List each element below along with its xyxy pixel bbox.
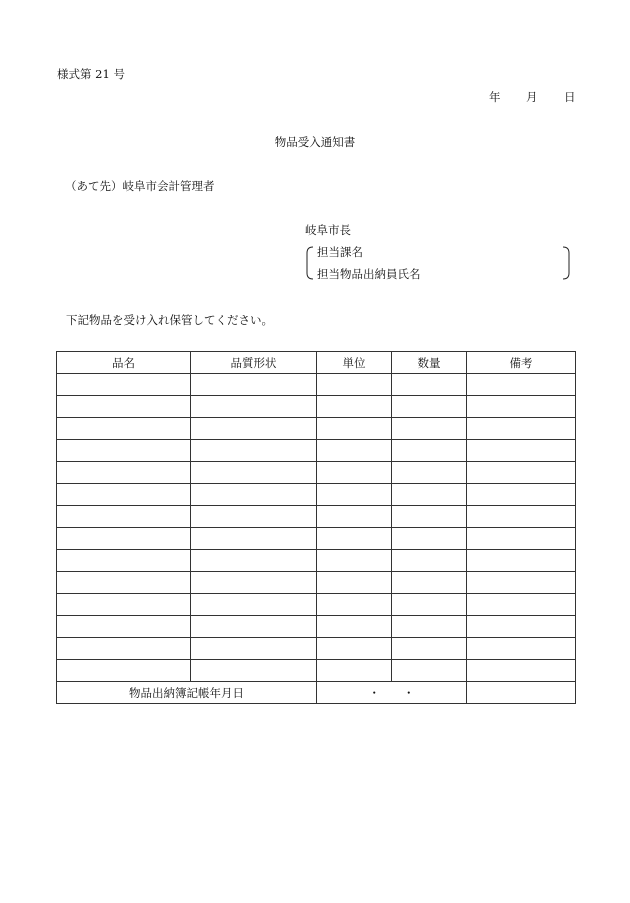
table-footer-row: [57, 682, 576, 704]
ledger-date-label: 物品出納簿記帳年月日: [57, 682, 317, 704]
cell-unit[interactable]: [317, 638, 392, 660]
cell-remarks[interactable]: [467, 484, 576, 506]
header-quantity: 数量: [392, 352, 467, 374]
cell-quality-shape[interactable]: [191, 594, 317, 616]
cell-quantity[interactable]: [392, 418, 467, 440]
cell-quality-shape[interactable]: [191, 440, 317, 462]
cell-unit[interactable]: [317, 550, 392, 572]
cell-quality-shape[interactable]: [191, 484, 317, 506]
cell-remarks[interactable]: [467, 506, 576, 528]
cell-unit[interactable]: [317, 572, 392, 594]
cell-remarks[interactable]: [467, 462, 576, 484]
cell-quantity[interactable]: [392, 594, 467, 616]
addressee: （あて先）岐阜市会計管理者: [65, 179, 215, 193]
cell-quantity[interactable]: [392, 462, 467, 484]
table-row: [57, 660, 576, 682]
cell-quality-shape[interactable]: [191, 396, 317, 418]
cell-quality-shape[interactable]: [191, 638, 317, 660]
cell-unit[interactable]: [317, 418, 392, 440]
cell-item-name[interactable]: [57, 550, 191, 572]
cell-remarks[interactable]: [467, 572, 576, 594]
cell-quality-shape[interactable]: [191, 462, 317, 484]
cell-quality-shape[interactable]: [191, 616, 317, 638]
day-label: 日: [564, 90, 576, 104]
cell-quantity[interactable]: [392, 440, 467, 462]
cell-quantity[interactable]: [392, 638, 467, 660]
sender-mayor: 岐阜市長: [305, 223, 351, 237]
cell-remarks[interactable]: [467, 440, 576, 462]
instruction-text: 下記物品を受け入れ保管してください。: [66, 313, 273, 327]
cell-item-name[interactable]: [57, 638, 191, 660]
table-row: [57, 550, 576, 572]
year-label: 年: [489, 90, 501, 104]
cell-item-name[interactable]: [57, 440, 191, 462]
cell-quantity[interactable]: [392, 506, 467, 528]
table-row: [57, 418, 576, 440]
table-row: [57, 396, 576, 418]
header-item-name: 品名: [57, 352, 191, 374]
header-remarks: 備考: [467, 352, 576, 374]
table-row: [57, 374, 576, 396]
cell-unit[interactable]: [317, 528, 392, 550]
cell-quality-shape[interactable]: [191, 506, 317, 528]
sender-staff: 担当物品出納員氏名: [317, 267, 421, 281]
cell-remarks[interactable]: [467, 374, 576, 396]
cell-quality-shape[interactable]: [191, 418, 317, 440]
cell-item-name[interactable]: [57, 374, 191, 396]
cell-unit[interactable]: [317, 616, 392, 638]
table-row: [57, 506, 576, 528]
cell-quantity[interactable]: [392, 550, 467, 572]
cell-quality-shape[interactable]: [191, 660, 317, 682]
table-body: [57, 374, 576, 682]
cell-unit[interactable]: [317, 660, 392, 682]
cell-unit[interactable]: [317, 484, 392, 506]
cell-remarks[interactable]: [467, 396, 576, 418]
table-row: [57, 440, 576, 462]
table-row: [57, 484, 576, 506]
header-unit: 単位: [317, 352, 392, 374]
cell-remarks[interactable]: [467, 418, 576, 440]
cell-item-name[interactable]: [57, 418, 191, 440]
table-row: [57, 462, 576, 484]
form-number: 様式第 21 号: [57, 67, 125, 81]
cell-quantity[interactable]: [392, 528, 467, 550]
cell-remarks[interactable]: [467, 594, 576, 616]
cell-item-name[interactable]: [57, 528, 191, 550]
cell-quality-shape[interactable]: [191, 550, 317, 572]
cell-quantity[interactable]: [392, 572, 467, 594]
month-label: 月: [526, 90, 538, 104]
cell-quantity[interactable]: [392, 484, 467, 506]
cell-quality-shape[interactable]: [191, 528, 317, 550]
cell-item-name[interactable]: [57, 462, 191, 484]
cell-unit[interactable]: [317, 462, 392, 484]
cell-unit[interactable]: [317, 396, 392, 418]
cell-quantity[interactable]: [392, 616, 467, 638]
right-bracket: [561, 246, 571, 280]
cell-quantity[interactable]: [392, 374, 467, 396]
cell-remarks[interactable]: [467, 638, 576, 660]
cell-unit[interactable]: [317, 594, 392, 616]
ledger-date-field[interactable]: ・ ・: [317, 682, 467, 704]
cell-item-name[interactable]: [57, 616, 191, 638]
items-table: [56, 351, 576, 704]
cell-quantity[interactable]: [392, 660, 467, 682]
cell-item-name[interactable]: [57, 396, 191, 418]
table-row: [57, 572, 576, 594]
cell-remarks[interactable]: [467, 528, 576, 550]
cell-quality-shape[interactable]: [191, 572, 317, 594]
cell-unit[interactable]: [317, 506, 392, 528]
cell-quantity[interactable]: [392, 396, 467, 418]
sender-department: 担当課名: [317, 245, 363, 259]
cell-unit[interactable]: [317, 374, 392, 396]
cell-quality-shape[interactable]: [191, 374, 317, 396]
table-header-row: [57, 352, 576, 374]
table-row: [57, 528, 576, 550]
cell-item-name[interactable]: [57, 506, 191, 528]
cell-remarks[interactable]: [467, 550, 576, 572]
left-bracket: [305, 246, 315, 280]
table-row: [57, 594, 576, 616]
cell-item-name[interactable]: [57, 594, 191, 616]
table-row: [57, 638, 576, 660]
cell-remarks[interactable]: [467, 616, 576, 638]
cell-unit[interactable]: [317, 440, 392, 462]
cell-remarks[interactable]: [467, 660, 576, 682]
header-quality-shape: 品質形状: [191, 352, 317, 374]
cell-item-name[interactable]: [57, 660, 191, 682]
cell-item-name[interactable]: [57, 484, 191, 506]
document-title: 物品受入通知書: [274, 135, 356, 149]
footer-remarks-cell[interactable]: [467, 682, 576, 704]
cell-item-name[interactable]: [57, 572, 191, 594]
table-row: [57, 616, 576, 638]
